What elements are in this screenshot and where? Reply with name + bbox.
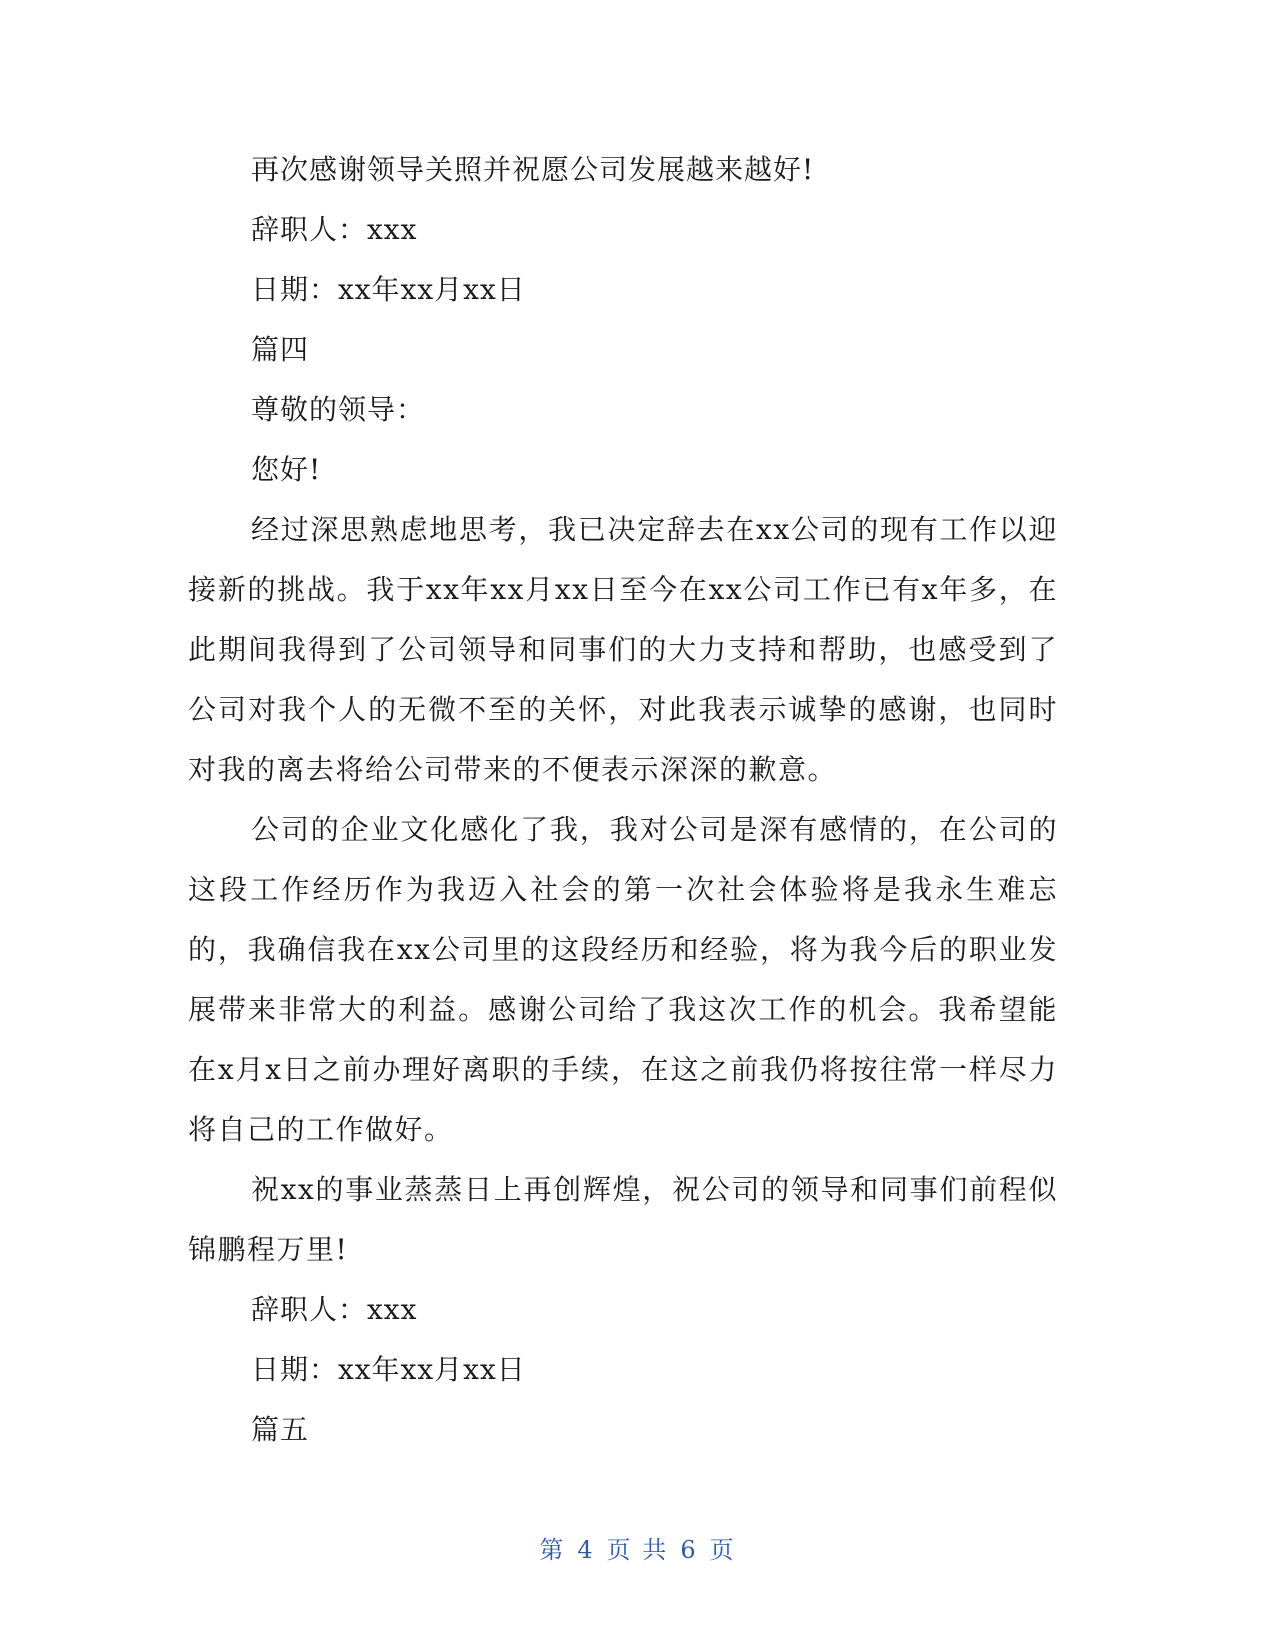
body-paragraph: 经过深思熟虑地思考，我已决定辞去在xx公司的现有工作以迎接新的挑战。我于xx年xx月xx日至今在xx公司工作已有x年多，在此期间我得到了公司领导和同事们的大力支持和帮助，也感受到了公司对我个人的无微不至的关怀，对此我表示诚挚的感谢，也同时对我的离去将给公司带来的不便表示深深的歉意。 <box>188 513 1058 786</box>
section-heading-four: 篇四 <box>251 333 310 366</box>
greeting-line: 您好! <box>251 453 322 486</box>
footer-middle: 页 共 <box>606 1536 669 1564</box>
section-heading-five: 篇五 <box>251 1413 310 1446</box>
document-body <box>188 140 1058 1460</box>
date-line: 日期：xx年xx月xx日 <box>251 273 526 306</box>
closing-thanks-line: 再次感谢领导关照并祝愿公司发展越来越好! <box>251 153 815 186</box>
salutation-line: 尊敬的领导： <box>251 393 426 426</box>
resigner-line: 辞职人：xxx <box>251 213 418 246</box>
page-footer <box>0 1530 1275 1565</box>
footer-suffix: 页 <box>709 1536 736 1564</box>
body-paragraph: 公司的企业文化感化了我，我对公司是深有感情的，在公司的这段工作经历作为我迈入社会的第一次社会体验将是我永生难忘的，我确信我在xx公司里的这段经历和经验，将为我今后的职业发展带来非常大的利益。感谢公司给了我这次工作的机会。我希望能在x月x日之前办理好离职的手续，在这之前我仍将按往常一样尽力将自己的工作做好。 <box>188 813 1058 1146</box>
footer-prefix: 第 <box>539 1536 566 1564</box>
date-line: 日期：xx年xx月xx日 <box>251 1353 526 1386</box>
footer-current-page: 4 <box>577 1536 595 1564</box>
body-paragraph: 祝xx的事业蒸蒸日上再创辉煌，祝公司的领导和同事们前程似锦鹏程万里! <box>188 1173 1058 1266</box>
footer-total-pages: 6 <box>680 1536 698 1564</box>
resigner-line: 辞职人：xxx <box>251 1293 418 1326</box>
